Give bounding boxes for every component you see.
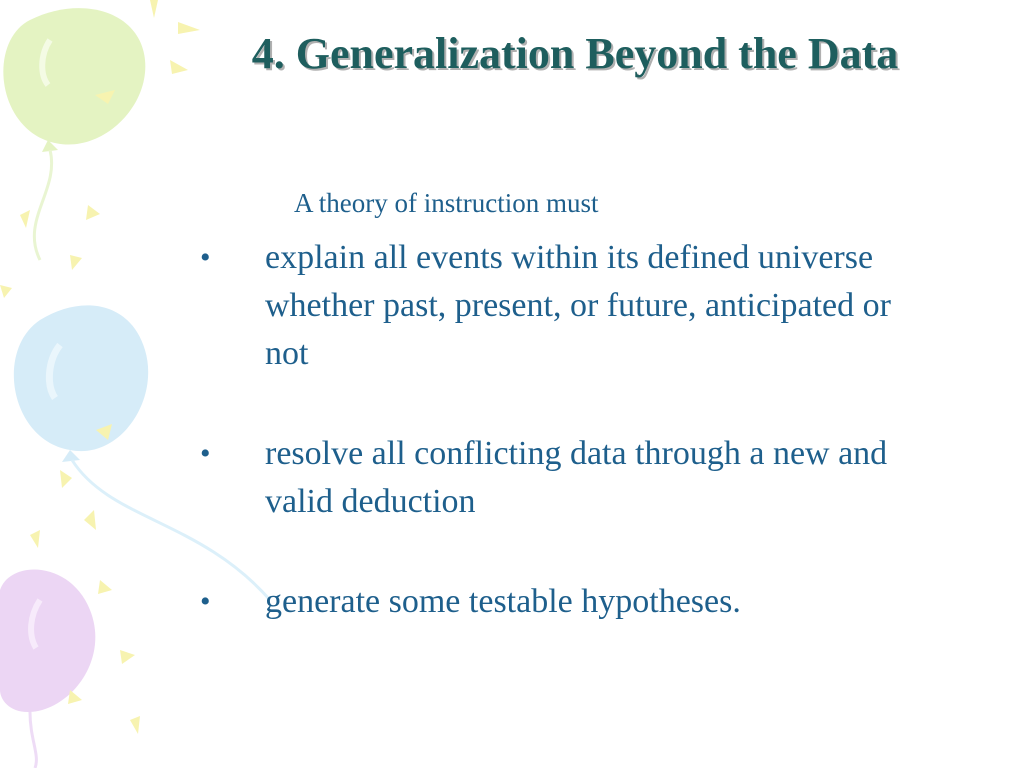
bullet-text: resolve all conflicting data through a new and valid deduction [265,435,888,520]
bullet-icon: • [200,241,211,274]
bullet-icon: • [200,437,211,470]
bullet-item [195,234,925,378]
bullet-icon: • [200,585,211,618]
intro-text: A theory of instruction must [294,188,599,218]
slide-title: 4. Generalization Beyond the Data [251,29,899,78]
bullet-item [195,430,925,526]
bullet-text: explain all events within its defined universe whether past, present, or future, anticipated or not [265,239,891,372]
bullet-list [195,234,925,626]
bullet-item [195,578,925,626]
bullet-text: generate some testable hypotheses. [265,583,741,620]
purple-balloon-icon [0,570,95,768]
